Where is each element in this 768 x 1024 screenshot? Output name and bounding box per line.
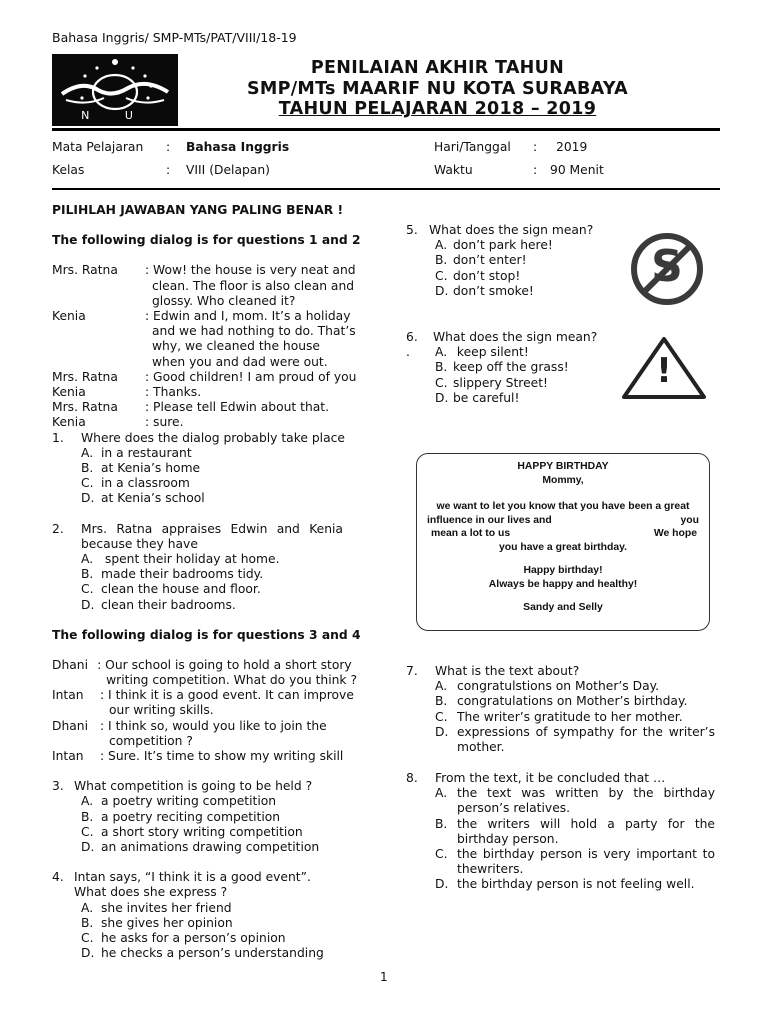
card-text: mean a lot to us xyxy=(431,528,511,539)
dialog-line xyxy=(52,309,357,370)
option-letter: B. xyxy=(435,360,448,375)
option-text: she invites her friend xyxy=(101,900,232,915)
option-letter: D. xyxy=(81,491,95,506)
question-number: 7. xyxy=(406,664,418,678)
class-colon: : xyxy=(166,163,171,177)
speaker: Dhani xyxy=(52,718,89,733)
option-text: he asks for a person’s opinion xyxy=(101,931,286,946)
option-letter: C. xyxy=(435,709,448,724)
card-heading: HAPPY BIRTHDAY xyxy=(517,461,609,472)
question-text xyxy=(81,522,343,537)
option xyxy=(81,916,357,931)
card-wish: Always be happy and healthy! xyxy=(488,578,638,590)
option xyxy=(81,582,357,597)
option-letter: D. xyxy=(81,946,95,961)
time-value: 90 Menit xyxy=(550,163,604,177)
nu-logo xyxy=(52,54,178,126)
instruction: PILIHLAH JAWABAN YANG PALING BENAR ! xyxy=(52,203,344,217)
option-text: in a restaurant xyxy=(101,445,192,460)
dialog-text: competition ? xyxy=(109,733,193,748)
question-number: 3. xyxy=(52,779,64,794)
option-letter: D. xyxy=(435,390,449,405)
option xyxy=(81,567,357,582)
stray-mark: . xyxy=(406,345,410,360)
dialog-line xyxy=(52,749,357,764)
question-text: What does the sign mean? xyxy=(429,223,594,237)
option-letter: A. xyxy=(81,551,94,566)
question-6 xyxy=(406,330,626,406)
dialog-line xyxy=(52,263,357,309)
option-letter: D. xyxy=(81,840,95,855)
option xyxy=(81,794,357,809)
logo-text: N U xyxy=(81,109,149,122)
word: appraises xyxy=(161,521,222,536)
option-text: at Kenia’s school xyxy=(101,491,205,506)
option xyxy=(435,679,716,694)
option xyxy=(81,598,357,613)
option xyxy=(435,725,716,755)
date-label: Hari/Tanggal xyxy=(434,140,511,154)
dialog-text: : Please tell Edwin about that. xyxy=(145,400,330,415)
title-line-2: SMP/MTs MAARIF NU KOTA SURABAYA xyxy=(246,79,628,99)
option-text: don’t stop! xyxy=(453,268,521,283)
question-number: 8. xyxy=(406,771,418,785)
option-letter: C. xyxy=(81,931,94,946)
option xyxy=(435,847,716,877)
word: Ratna xyxy=(116,521,153,536)
dialog-line xyxy=(52,385,357,400)
option-letter: A. xyxy=(435,786,448,801)
option-text: keep off the grass! xyxy=(453,360,569,375)
card-wish: Happy birthday! xyxy=(523,565,603,576)
question-number: 6. xyxy=(406,330,418,344)
option-text: the birthday person is not feeling well. xyxy=(457,877,695,892)
option-letter: A. xyxy=(435,238,448,253)
option-text: be careful! xyxy=(453,390,520,405)
option xyxy=(81,476,357,491)
dialog-line xyxy=(52,415,357,430)
option xyxy=(81,825,357,840)
question-4 xyxy=(52,870,357,961)
question-number: 2. xyxy=(52,521,64,536)
option xyxy=(435,786,716,816)
option xyxy=(435,391,626,406)
speaker: Dhani xyxy=(52,657,89,672)
option-text: an animations drawing competition xyxy=(101,840,320,855)
speaker: Mrs. Ratna xyxy=(52,263,118,278)
class-label: Kelas xyxy=(52,163,85,177)
option-text: spent their holiday at home. xyxy=(101,551,280,566)
option-letter: A. xyxy=(81,445,94,460)
word: Kenia xyxy=(309,521,343,536)
option-letter: D. xyxy=(435,724,449,739)
time-colon: : xyxy=(533,163,538,177)
dialog-text: : sure. xyxy=(145,415,184,430)
question-text: Intan says, “I think it is a good event”. xyxy=(74,870,311,885)
option-letter: B. xyxy=(81,460,94,475)
page-number: 1 xyxy=(380,970,388,984)
dialog-line xyxy=(52,688,357,718)
option xyxy=(81,552,357,567)
option-letter: D. xyxy=(435,877,449,892)
dialog2-heading: The following dialog is for questions 3 and 4 xyxy=(52,627,361,642)
option-letter: A. xyxy=(81,794,94,809)
option-letter: B. xyxy=(435,694,448,709)
dialog-text: : Wow! the house is very neat and xyxy=(145,263,356,278)
option-text: a short story writing competition xyxy=(101,824,303,839)
dialog-text: why, we cleaned the house xyxy=(152,339,321,354)
question-2 xyxy=(52,522,357,613)
option-text: congratulstions on Mother’s Day. xyxy=(457,679,660,694)
option xyxy=(435,710,716,725)
option-letter: D. xyxy=(81,597,95,612)
dialog-text: our writing skills. xyxy=(109,703,214,718)
option-text: the birthday person is very important to xyxy=(457,847,715,862)
time-label: Waktu xyxy=(434,163,473,177)
word: Mrs. xyxy=(81,521,107,536)
option-letter: A. xyxy=(435,679,448,694)
option xyxy=(435,360,626,375)
option xyxy=(435,238,626,253)
option xyxy=(435,817,716,847)
option xyxy=(81,446,357,461)
dialog1-heading: The following dialog is for questions 1 and 2 xyxy=(52,233,361,248)
dialog-text: : Sure. It’s time to show my writing skill xyxy=(100,749,344,764)
option-text-cont: thewriters. xyxy=(457,862,524,877)
option-text: made their badrooms tidy. xyxy=(101,567,264,582)
dialog-line xyxy=(52,400,357,415)
title-line-1: PENILAIAN AKHIR TAHUN xyxy=(310,58,565,78)
option xyxy=(406,345,626,360)
option xyxy=(435,877,716,892)
dialog-text: : I think so, would you like to join the xyxy=(100,718,327,733)
speaker: Intan xyxy=(52,749,84,764)
subject-colon: : xyxy=(166,140,171,154)
dialog-text: : Good children! I am proud of you xyxy=(145,369,357,384)
word: and xyxy=(276,521,300,536)
option-text: don’t smoke! xyxy=(453,283,534,298)
option-text: keep silent! xyxy=(453,345,529,360)
sign-letter: S xyxy=(651,241,683,292)
option-letter: B. xyxy=(435,253,448,268)
question-3 xyxy=(52,779,357,855)
option xyxy=(435,694,716,709)
dialog-text: and we had nothing to do. That’s xyxy=(152,324,356,339)
header-rule-top xyxy=(52,128,720,131)
card-text: We hope xyxy=(653,528,697,539)
header-rule-bottom xyxy=(52,188,720,190)
card-body-line: you have a great birthday. xyxy=(499,541,627,553)
option xyxy=(81,491,357,506)
option-letter: B. xyxy=(81,567,94,582)
option-letter: A. xyxy=(81,900,94,915)
option-letter: D. xyxy=(435,283,449,298)
option-letter: A. xyxy=(435,345,448,360)
option xyxy=(81,946,357,961)
question-text: What does the sign mean? xyxy=(433,330,598,344)
speaker: Kenia xyxy=(52,384,86,399)
option-text: clean the house and floor. xyxy=(101,582,261,597)
option xyxy=(81,931,357,946)
question-number: 1. xyxy=(52,430,64,445)
dialog-text: : Thanks. xyxy=(145,384,202,399)
card-body-line xyxy=(417,514,709,528)
option xyxy=(81,461,357,476)
card-text: you xyxy=(680,514,699,526)
question-text: From the text, it be concluded that … xyxy=(435,771,666,785)
option-text: at Kenia’s home xyxy=(101,460,201,475)
option-letter: C. xyxy=(81,476,94,491)
option-text: a poetry writing competition xyxy=(101,794,277,809)
birthday-card xyxy=(416,453,710,631)
sign-exclamation: ! xyxy=(656,351,672,391)
dialog2 xyxy=(52,658,357,764)
option xyxy=(81,810,357,825)
speaker: Mrs. Ratna xyxy=(52,369,118,384)
option-text-cont: birthday person. xyxy=(457,831,559,846)
class-value: VIII (Delapan) xyxy=(186,163,270,177)
option-text: don’t enter! xyxy=(453,253,527,268)
option-text: congratulations on Mother’s birthday. xyxy=(457,694,688,709)
option-letter: C. xyxy=(81,582,94,597)
option-letter: C. xyxy=(435,375,448,390)
option xyxy=(435,376,626,391)
option xyxy=(435,253,626,268)
option xyxy=(81,840,357,855)
question-number: 4. xyxy=(52,870,64,885)
question-7 xyxy=(406,664,716,755)
no-stopping-sign-icon xyxy=(626,233,708,305)
question-text-cont: What does she express ? xyxy=(74,885,228,900)
option-text: the text was written by the birthday xyxy=(457,786,715,801)
card-text: influence in our lives and xyxy=(427,514,552,526)
question-number: 5. xyxy=(406,223,418,237)
speaker: Intan xyxy=(52,688,84,703)
option-letter: B. xyxy=(81,915,94,930)
option-letter: B. xyxy=(81,809,94,824)
dialog-text: clean. The floor is also clean and xyxy=(152,278,355,293)
option-text: he checks a person’s understanding xyxy=(101,946,324,961)
option-text: a poetry reciting competition xyxy=(101,809,281,824)
dialog-text: : Our school is going to hold a short story xyxy=(97,657,352,672)
option xyxy=(81,901,357,916)
option-letter: C. xyxy=(81,824,94,839)
option xyxy=(435,269,626,284)
option-text: she gives her opinion xyxy=(101,915,233,930)
speaker: Kenia xyxy=(52,308,86,323)
option-text: expressions of sympathy for the writer’s xyxy=(457,724,715,739)
warning-sign-icon xyxy=(620,334,708,402)
dialog1 xyxy=(52,263,357,430)
question-text: What competition is going to be held ? xyxy=(74,779,313,794)
card-signature: Sandy and Selly xyxy=(523,602,603,613)
dialog-line xyxy=(52,370,357,385)
option-text: The writer’s gratitude to her mother. xyxy=(457,709,683,724)
option-text: the writers will hold a party for the xyxy=(457,816,715,831)
option-text-cont: person’s relatives. xyxy=(457,801,571,816)
date-colon: : xyxy=(533,140,538,154)
speaker: Mrs. Ratna xyxy=(52,400,118,415)
dialog-text: when you and dad were out. xyxy=(152,354,328,369)
question-text: What is the text about? xyxy=(435,664,580,678)
date-value: 2019 xyxy=(556,140,588,154)
subject-value: Bahasa Inggris xyxy=(186,140,290,154)
subject-label: Mata Pelajaran xyxy=(52,140,144,154)
dialog-text: glossy. Who cleaned it? xyxy=(152,293,296,308)
left-column xyxy=(52,203,361,961)
dialog-text: : I think it is a good event. It can improve xyxy=(100,688,354,703)
card-body-line: we want to let you know that you have been a great xyxy=(436,501,690,512)
speaker: Kenia xyxy=(52,415,86,430)
question-text-cont: because they have xyxy=(81,536,198,551)
card-salutation: Mommy, xyxy=(542,474,584,486)
option xyxy=(435,284,626,299)
document-code: Bahasa Inggris/ SMP-MTs/PAT/VIII/18-19 xyxy=(52,30,297,45)
option-text: clean their badrooms. xyxy=(101,597,236,612)
option-letter: C. xyxy=(435,847,448,862)
option-text: in a classroom xyxy=(101,476,190,491)
option-letter: C. xyxy=(435,268,448,283)
option-text: don’t park here! xyxy=(453,238,553,253)
question-8 xyxy=(406,771,716,893)
title-line-3: TAHUN PELAJARAN 2018 – 2019 xyxy=(278,99,597,119)
option-letter: B. xyxy=(435,816,448,831)
dialog-text: writing competition. What do you think ? xyxy=(106,673,357,688)
option-text: slippery Street! xyxy=(453,375,548,390)
question-1 xyxy=(52,431,357,507)
dialog-line xyxy=(52,719,357,749)
dialog-text: : Edwin and I, mom. It’s a holiday xyxy=(145,308,351,323)
dialog-line xyxy=(52,658,357,688)
word: Edwin xyxy=(230,521,268,536)
option-text-cont: mother. xyxy=(457,740,505,755)
card-body-line xyxy=(417,527,709,541)
question-5 xyxy=(406,223,626,299)
question-text: Where does the dialog probably take place xyxy=(81,430,345,445)
